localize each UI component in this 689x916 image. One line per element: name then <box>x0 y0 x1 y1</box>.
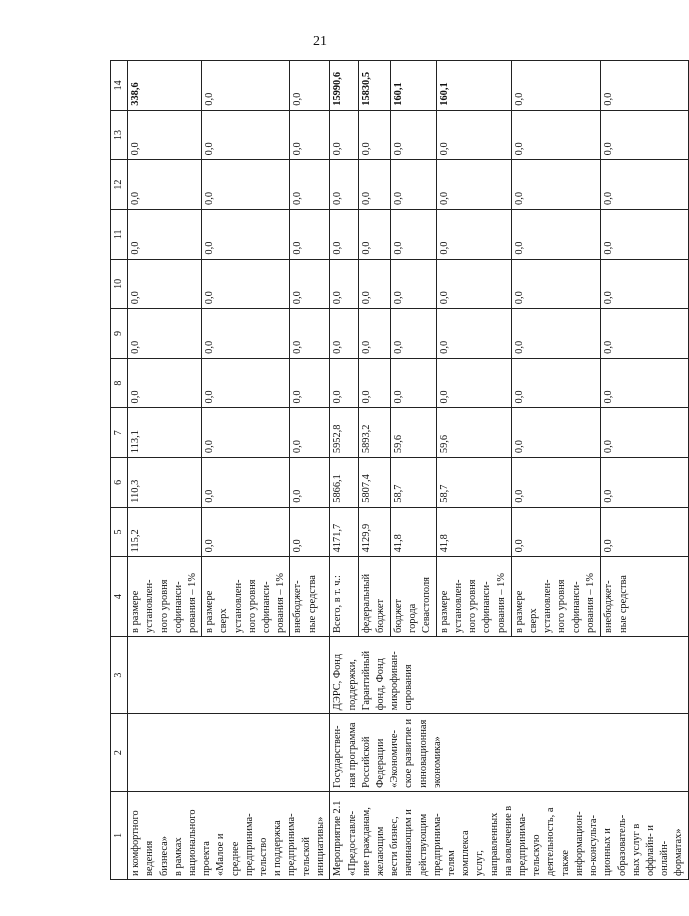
funding-source-cell: внебюджет- ные средства <box>290 557 330 637</box>
funding-source-cell: в размере установлен- ного уровня софинанси- рования – 1% <box>128 557 202 637</box>
header-cell: 9 <box>111 309 128 359</box>
table-row <box>128 61 202 880</box>
value-cell: 0,0 <box>290 309 330 359</box>
value-cell: 0,0 <box>202 507 290 557</box>
value-cell: 160,1 <box>390 61 436 111</box>
value-cell: 0,0 <box>290 458 330 508</box>
value-cell: 0,0 <box>601 309 688 359</box>
empty-cell <box>128 714 330 791</box>
value-cell: 0,0 <box>601 61 688 111</box>
value-cell: 0,0 <box>601 160 688 210</box>
value-cell: 0,0 <box>290 160 330 210</box>
value-cell: 0,0 <box>202 160 290 210</box>
row-label-col3: ДЭРС, Фонд поддержки, Гарантийный фонд, Фонд микрофинан- сирования <box>330 636 688 713</box>
header-cell: 5 <box>111 507 128 557</box>
header-cell: 12 <box>111 160 128 210</box>
value-cell: 0,0 <box>358 110 390 160</box>
value-cell: 5952,8 <box>330 408 358 458</box>
value-cell: 0,0 <box>390 160 436 210</box>
value-cell: 110,3 <box>128 458 202 508</box>
value-cell: 4129,9 <box>358 507 390 557</box>
value-cell: 0,0 <box>202 358 290 408</box>
value-cell: 0,0 <box>511 458 600 508</box>
value-cell: 115,2 <box>128 507 202 557</box>
header-cell: 2 <box>111 714 128 791</box>
value-cell: 0,0 <box>511 309 600 359</box>
value-cell: 0,0 <box>290 259 330 309</box>
value-cell: 0,0 <box>202 458 290 508</box>
value-cell: 0,0 <box>202 408 290 458</box>
row-label-col1: и комфортного ведения бизнеса» в рамках национального проекта «Малое и среднее предпринима- тельство и поддержка предпринима- тельской инициативы» <box>128 791 330 879</box>
value-cell: 0,0 <box>330 309 358 359</box>
value-cell: 0,0 <box>128 209 202 259</box>
row-label-col2: Государствен- ная программа Российской Федерации «Экономиче- ское развитие и инновационная экономика» <box>330 714 688 791</box>
value-cell: 0,0 <box>511 61 600 111</box>
value-cell: 0,0 <box>202 61 290 111</box>
value-cell: 0,0 <box>202 309 290 359</box>
header-cell: 10 <box>111 259 128 309</box>
value-cell: 0,0 <box>436 209 511 259</box>
value-cell: 0,0 <box>390 309 436 359</box>
value-cell: 0,0 <box>330 358 358 408</box>
value-cell: 0,0 <box>511 209 600 259</box>
header-cell: 14 <box>111 61 128 111</box>
value-cell: 0,0 <box>290 61 330 111</box>
value-cell: 0,0 <box>601 507 688 557</box>
value-cell: 0,0 <box>436 160 511 210</box>
funding-source-cell: федеральный бюджет <box>358 557 390 637</box>
value-cell: 5893,2 <box>358 408 390 458</box>
funding-source-cell: бюджет города Севастополя <box>390 557 436 637</box>
value-cell: 58,7 <box>390 458 436 508</box>
value-cell: 0,0 <box>358 358 390 408</box>
value-cell: 0,0 <box>601 358 688 408</box>
header-cell: 1 <box>111 791 128 879</box>
value-cell: 15990,6 <box>330 61 358 111</box>
rotated-table-container <box>110 60 685 880</box>
value-cell: 0,0 <box>202 110 290 160</box>
value-cell: 5807,4 <box>358 458 390 508</box>
value-cell: 5866,1 <box>330 458 358 508</box>
value-cell: 59,6 <box>436 408 511 458</box>
value-cell: 0,0 <box>330 209 358 259</box>
header-cell: 13 <box>111 110 128 160</box>
table-body <box>111 61 689 880</box>
value-cell: 15830,5 <box>358 61 390 111</box>
value-cell: 41,8 <box>390 507 436 557</box>
budget-table <box>110 60 689 880</box>
header-cell: 7 <box>111 408 128 458</box>
header-cell: 11 <box>111 209 128 259</box>
row-label-col1: Мероприятие 2.1 «Предоставле- ние гражданам, желающим вести бизнес, начинающим и действующим предпринима- телям комплекса услуг, направленных на вовлечение в предпринима- тельскую деятельность, а также информацион- но-консульта- ционных и образователь- ных услуг в оффлайн- и онлайн- форматах» <box>330 791 688 879</box>
funding-source-cell: Всего, в т. ч.: <box>330 557 358 637</box>
value-cell: 0,0 <box>436 358 511 408</box>
value-cell: 0,0 <box>358 209 390 259</box>
value-cell: 0,0 <box>128 358 202 408</box>
value-cell: 0,0 <box>202 209 290 259</box>
header-cell: 4 <box>111 557 128 637</box>
value-cell: 0,0 <box>330 160 358 210</box>
value-cell: 338,6 <box>128 61 202 111</box>
value-cell: 59,6 <box>390 408 436 458</box>
funding-source-cell: в размере сверх установлен- ного уровня софинанси- рования – 1% <box>202 557 290 637</box>
value-cell: 0,0 <box>128 309 202 359</box>
value-cell: 0,0 <box>601 209 688 259</box>
value-cell: 0,0 <box>358 259 390 309</box>
value-cell: 0,0 <box>436 309 511 359</box>
header-cell: 8 <box>111 358 128 408</box>
header-cell: 6 <box>111 458 128 508</box>
value-cell: 0,0 <box>330 259 358 309</box>
value-cell: 0,0 <box>436 110 511 160</box>
value-cell: 0,0 <box>128 110 202 160</box>
value-cell: 0,0 <box>128 160 202 210</box>
value-cell: 113,1 <box>128 408 202 458</box>
value-cell: 0,0 <box>511 358 600 408</box>
value-cell: 0,0 <box>511 408 600 458</box>
value-cell: 0,0 <box>390 110 436 160</box>
value-cell: 0,0 <box>128 259 202 309</box>
empty-cell <box>128 636 330 713</box>
value-cell: 0,0 <box>601 458 688 508</box>
value-cell: 0,0 <box>601 110 688 160</box>
header-cell: 3 <box>111 636 128 713</box>
header-row <box>111 61 128 880</box>
value-cell: 0,0 <box>601 408 688 458</box>
value-cell: 0,0 <box>436 259 511 309</box>
value-cell: 0,0 <box>290 209 330 259</box>
funding-source-cell: внебюджет- ные средства <box>601 557 688 637</box>
value-cell: 0,0 <box>390 259 436 309</box>
value-cell: 0,0 <box>290 408 330 458</box>
funding-source-cell: в размере сверх установлен- ного уровня софинанси- рования – 1% <box>511 557 600 637</box>
value-cell: 0,0 <box>511 110 600 160</box>
value-cell: 0,0 <box>390 358 436 408</box>
value-cell: 0,0 <box>511 160 600 210</box>
table-row <box>330 61 358 880</box>
page-number: 21 <box>313 34 327 49</box>
value-cell: 0,0 <box>511 507 600 557</box>
value-cell: 0,0 <box>601 259 688 309</box>
value-cell: 0,0 <box>290 110 330 160</box>
value-cell: 0,0 <box>290 507 330 557</box>
value-cell: 0,0 <box>202 259 290 309</box>
funding-source-cell: в размере установлен- ного уровня софинанси- рования – 1% <box>436 557 511 637</box>
value-cell: 58,7 <box>436 458 511 508</box>
value-cell: 4171,7 <box>330 507 358 557</box>
value-cell: 0,0 <box>390 209 436 259</box>
value-cell: 41,8 <box>436 507 511 557</box>
value-cell: 0,0 <box>358 160 390 210</box>
value-cell: 160,1 <box>436 61 511 111</box>
value-cell: 0,0 <box>511 259 600 309</box>
value-cell: 0,0 <box>290 358 330 408</box>
value-cell: 0,0 <box>358 309 390 359</box>
value-cell: 0,0 <box>330 110 358 160</box>
